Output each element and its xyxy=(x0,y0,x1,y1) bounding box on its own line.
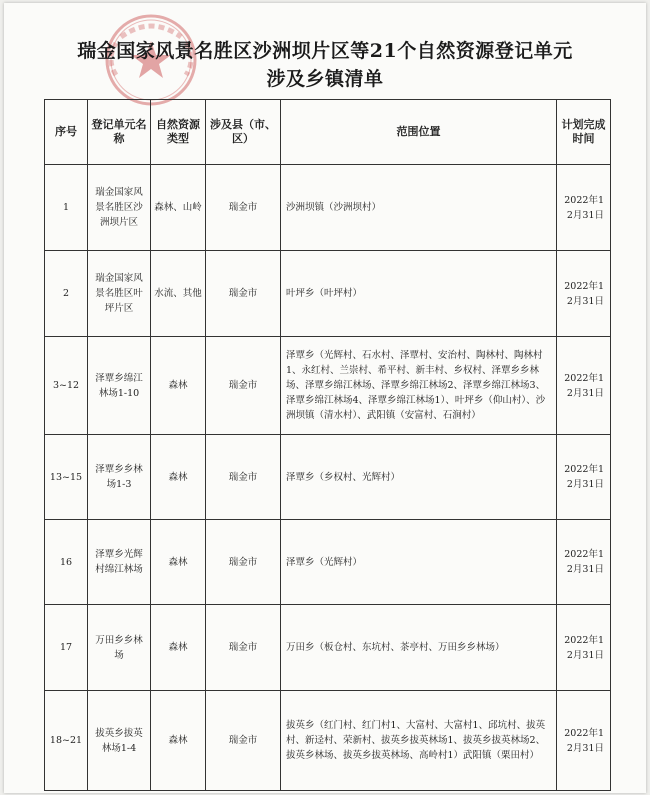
cell-unit: 瑞金国家风景名胜区沙洲坝片区 xyxy=(88,165,151,251)
cell-no: 1 xyxy=(45,165,88,251)
cell-type: 森林 xyxy=(151,691,206,791)
cell-unit: 泽覃乡光辉村绵江林场 xyxy=(88,520,151,605)
title-line-2: 涉及乡镇清单 xyxy=(266,68,384,90)
cell-county: 瑞金市 xyxy=(206,605,281,691)
header-no: 序号 xyxy=(45,100,88,165)
cell-finish: 2022年12月31日 xyxy=(557,605,611,691)
table-row xyxy=(45,251,611,337)
cell-type: 水流、其他 xyxy=(151,251,206,337)
cell-type: 森林、山岭 xyxy=(151,165,206,251)
cell-scope: 叶坪乡（叶坪村） xyxy=(281,251,557,337)
cell-county: 瑞金市 xyxy=(206,337,281,435)
cell-county: 瑞金市 xyxy=(206,435,281,520)
document-title xyxy=(4,37,646,93)
cell-unit: 泽覃乡绵江林场1-10 xyxy=(88,337,151,435)
cell-no: 13~15 xyxy=(45,435,88,520)
cell-scope: 拔英乡（红门村、红门村1、大富村、大富村1、邱坑村、拔英村、新迳村、荣新村、拔英乡拔英林场1、拔英乡拔英林场2、拔英乡林场、拔英乡拔英林场、高岭村1）武阳镇（栗田村） xyxy=(281,691,557,791)
cell-county: 瑞金市 xyxy=(206,691,281,791)
cell-type: 森林 xyxy=(151,605,206,691)
cell-county: 瑞金市 xyxy=(206,520,281,605)
cell-scope: 万田乡（板仓村、东坑村、茶亭村、万田乡乡林场） xyxy=(281,605,557,691)
cell-no: 3~12 xyxy=(45,337,88,435)
table-row xyxy=(45,165,611,251)
header-type: 自然资源类型 xyxy=(151,100,206,165)
cell-no: 17 xyxy=(45,605,88,691)
cell-county: 瑞金市 xyxy=(206,251,281,337)
cell-finish: 2022年12月31日 xyxy=(557,165,611,251)
cell-finish: 2022年12月31日 xyxy=(557,691,611,791)
cell-no: 18~21 xyxy=(45,691,88,791)
cell-finish: 2022年12月31日 xyxy=(557,251,611,337)
header-finish: 计划完成时间 xyxy=(557,100,611,165)
table-row xyxy=(45,435,611,520)
cell-scope: 沙洲坝镇（沙洲坝村） xyxy=(281,165,557,251)
cell-type: 森林 xyxy=(151,520,206,605)
header-county: 涉及县（市、区） xyxy=(206,100,281,165)
cell-county: 瑞金市 xyxy=(206,165,281,251)
cell-type: 森林 xyxy=(151,435,206,520)
cell-scope: 泽覃乡（光辉村、石水村、泽覃村、安治村、陶林村、陶林村1、永红村、兰崇村、希平村、新丰村、乡权村、泽覃乡乡林场、泽覃乡绵江林场、泽覃乡绵江林场2、泽覃乡绵江林场3、泽覃乡绵江林场4、泽覃乡绵江林场1）、叶坪乡（仰山村）、沙洲坝镇（清水村）、武阳镇（安富村、石涧村） xyxy=(281,337,557,435)
resource-table xyxy=(44,99,611,791)
document-page xyxy=(4,3,646,793)
table-header-row xyxy=(45,100,611,165)
cell-finish: 2022年12月31日 xyxy=(557,520,611,605)
cell-unit: 瑞金国家风景名胜区叶坪片区 xyxy=(88,251,151,337)
cell-type: 森林 xyxy=(151,337,206,435)
header-unit: 登记单元名称 xyxy=(88,100,151,165)
cell-finish: 2022年12月31日 xyxy=(557,337,611,435)
table-row xyxy=(45,691,611,791)
cell-finish: 2022年12月31日 xyxy=(557,435,611,520)
cell-scope: 泽覃乡（光辉村） xyxy=(281,520,557,605)
cell-scope: 泽覃乡（乡权村、光辉村） xyxy=(281,435,557,520)
cell-unit: 万田乡乡林场 xyxy=(88,605,151,691)
cell-no: 2 xyxy=(45,251,88,337)
cell-no: 16 xyxy=(45,520,88,605)
table-row xyxy=(45,605,611,691)
title-line-1: 瑞金国家风景名胜区沙洲坝片区等21个自然资源登记单元 xyxy=(77,40,573,62)
header-scope: 范围位置 xyxy=(281,100,557,165)
table-row xyxy=(45,520,611,605)
table-row xyxy=(45,337,611,435)
cell-unit: 泽覃乡乡林场1-3 xyxy=(88,435,151,520)
cell-unit: 拔英乡拔英林场1-4 xyxy=(88,691,151,791)
